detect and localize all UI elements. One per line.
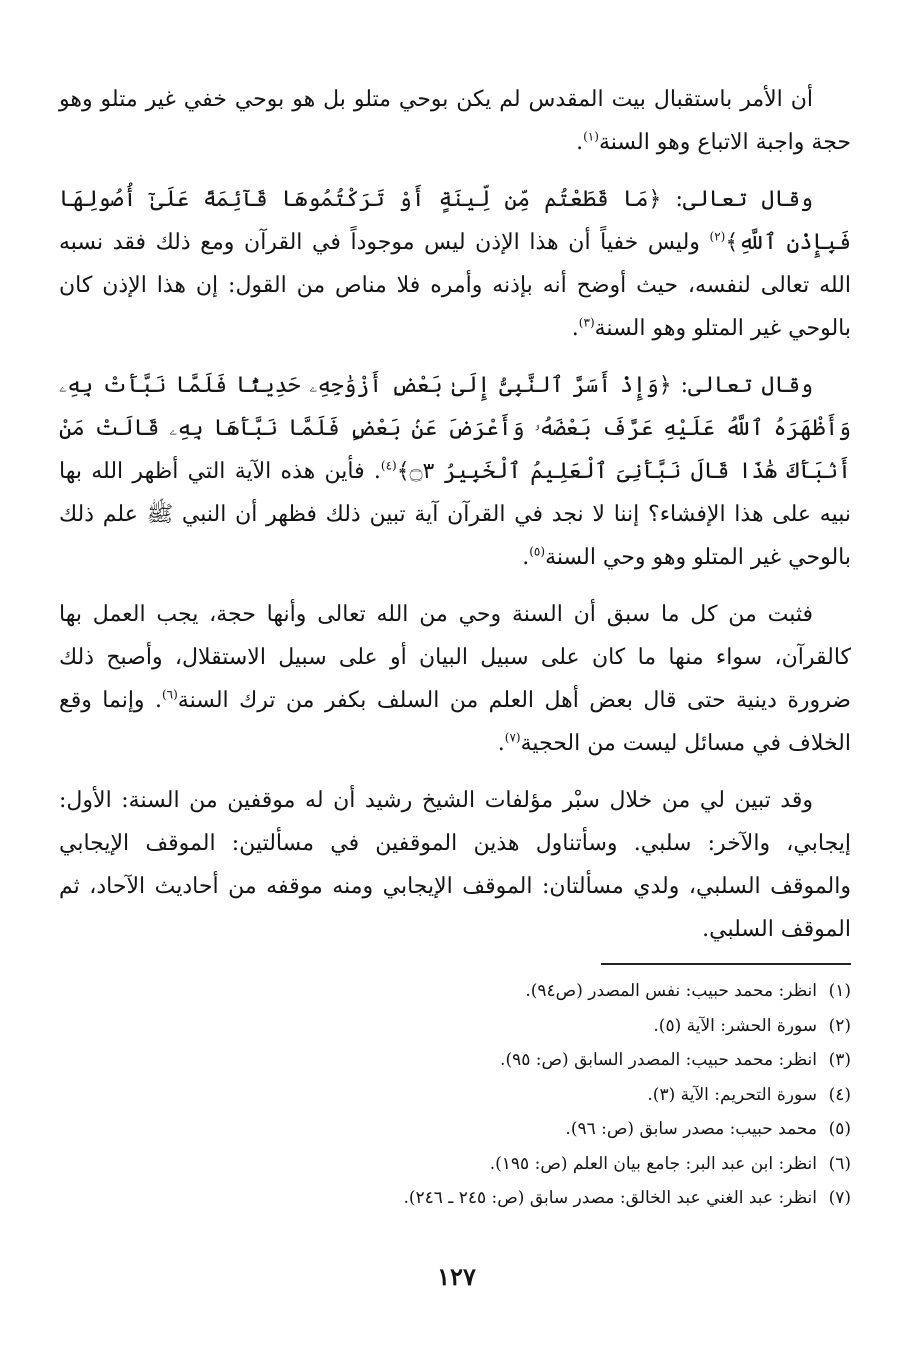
paragraph-3-text: . فأين هذه الآية التي أظهر الله بها نبيه على هذا الإفشاء؟ إننا لا نجد في القرآن آية تبين ذلك فظهر أن النبي ﷺ علم ذلك بالوحي غير المتلو وهو وحي السنة: [59, 459, 851, 570]
footnote-ref-6[interactable]: (٦): [161, 687, 178, 702]
footnote-ref-2[interactable]: (٢): [709, 229, 726, 244]
footnote-ref-1[interactable]: (١): [583, 129, 599, 144]
footnote-2: [59, 1009, 851, 1044]
paragraph-4-mid: . وإنما وقع الخلاف في مسائل ليست من الحجية: [59, 688, 851, 756]
footnote-text: انظر: عبد الغني عبد الخالق: مصدر سابق (ص: ٢٤٥ ـ ٢٤٦).: [403, 1188, 817, 1208]
footnote-divider: [601, 963, 851, 965]
footnote-5: [59, 1112, 851, 1147]
paragraph-1-text: أن الأمر باستقبال بيت المقدس لم يكن بوحي متلو بل هو بوحي خفي غير متلو وهو حجة واجبة الاتباع وهو السنة: [59, 87, 851, 155]
footnote-text: محمد حبيب: مصدر سابق (ص: ٩٦).: [565, 1119, 817, 1139]
footnote-text: انظر: محمد حبيب: نفس المصدر (ص٩٤).: [525, 981, 817, 1001]
footnote-number: (٥): [828, 1119, 851, 1139]
paragraph-4-text: فثبت من كل ما سبق أن السنة وحي من الله تعالى وأنها حجة، يجب العمل بها كالقرآن، سواء منها ما كان على سبيل البيان أو على سبيل الاستقلال، وأصبح ذلك ضرورة دينية حتى قال بعض أهل العلم من السلف بكفر من ترك السنة: [59, 602, 851, 713]
footnote-ref-3[interactable]: (٣): [578, 315, 595, 330]
footnote-number: (٣): [828, 1050, 851, 1070]
footnote-1: [59, 974, 851, 1009]
paragraph-1-tail: .: [576, 130, 584, 155]
paragraph-2-lead: وقال تعالى:: [661, 187, 813, 212]
page-number: ١٢٧: [437, 1262, 476, 1291]
paragraph-5-text: وقد تبين لي من خلال سبْر مؤلفات الشيخ رشيد أن له موقفين من السنة: الأول: إيجابي، والآخر: سلبي. وسأتناول هذين الموقفين في مسألتين: الموقف الإيجابي والموقف السلبي، ولدي مسألتان: الموقف الإيجابي ومنه موقفه من أحاديث الآحاد، ثم الموقف السلبي.: [59, 788, 851, 942]
footnote-number: (١): [828, 981, 851, 1001]
footnote-text: سورة التحريم: الآية (٣).: [647, 1084, 817, 1105]
footnotes-list: [59, 974, 851, 1216]
paragraph-3-tail: .: [522, 545, 530, 570]
footnote-number: (٧): [828, 1188, 851, 1208]
footnote-text: سورة الحشر: الآية (٥).: [653, 1015, 817, 1036]
footnote-ref-7[interactable]: (٧): [504, 730, 521, 745]
footnote-6: [59, 1147, 851, 1182]
paragraph-3-lead: وقال تعالى:: [671, 373, 813, 398]
paragraph-2-tail: .: [571, 316, 579, 341]
footnote-text: انظر: محمد حبيب: المصدر السابق (ص: ٩٥).: [500, 1050, 817, 1070]
footnote-7: [59, 1181, 851, 1216]
paragraph-1: [59, 78, 851, 164]
main-text: [59, 78, 851, 965]
footnote-ref-5[interactable]: (٥): [529, 544, 546, 559]
paragraph-4-tail: .: [497, 731, 505, 756]
footnote-number: (٢): [828, 1015, 851, 1036]
paragraph-4: [59, 593, 851, 765]
footnote-number: (٦): [828, 1153, 851, 1174]
paragraph-3: [59, 364, 851, 579]
paragraph-5: [59, 779, 851, 951]
paragraph-2: [59, 178, 851, 350]
footnote-number: (٤): [828, 1084, 851, 1105]
footnote-ref-4[interactable]: (٤): [380, 458, 397, 473]
paragraph-2-text: وليس خفياً أن هذا الإذن ليس موجوداً في القرآن ومع ذلك فقد نسبه الله تعالى لنفسه، حيث أوضح أنه بإذنه وأمره فلا مناص من القول: إن هذا الإذن كان بالوحي غير المتلو وهو السنة: [59, 230, 851, 341]
footnote-4: [59, 1078, 851, 1113]
footnote-text: انظر: ابن عبد البر: جامع بيان العلم (ص: ١٩٥).: [489, 1153, 817, 1174]
quran-verse-tahrim: ﴿وَإِذْ أَسَرَّ ٱلنَّبِىُّ إِلَىٰ بَعْضِ أَزْوَٰجِهِۦ حَدِيثًا فَلَمَّا نَبَّأَتْ بِهِۦ وَأَظْهَرَهُ ٱللَّهُ عَلَيْهِ عَرَّفَ بَعْضَهُۥ وَأَعْرَضَ عَنۢ بَعْضٍ فَلَمَّا نَبَّأَهَا بِهِۦ قَالَتْ مَنْ أَنۢبَأَكَ هَٰذَا قَالَ نَبَّأَنِىَ ٱلْعَلِيمُ ٱلْخَبِيرُ ۝٣﴾: [59, 373, 851, 484]
quran-verse-hashr: ﴿مَا قَطَعْتُم مِّن لِّينَةٍ أَوْ تَرَكْتُمُوهَا قَآئِمَةً عَلَىٰٓ أُصُولِهَا فَبِإِذْنِ ٱللَّهِ﴾: [59, 187, 852, 255]
footnote-3: [59, 1043, 851, 1078]
